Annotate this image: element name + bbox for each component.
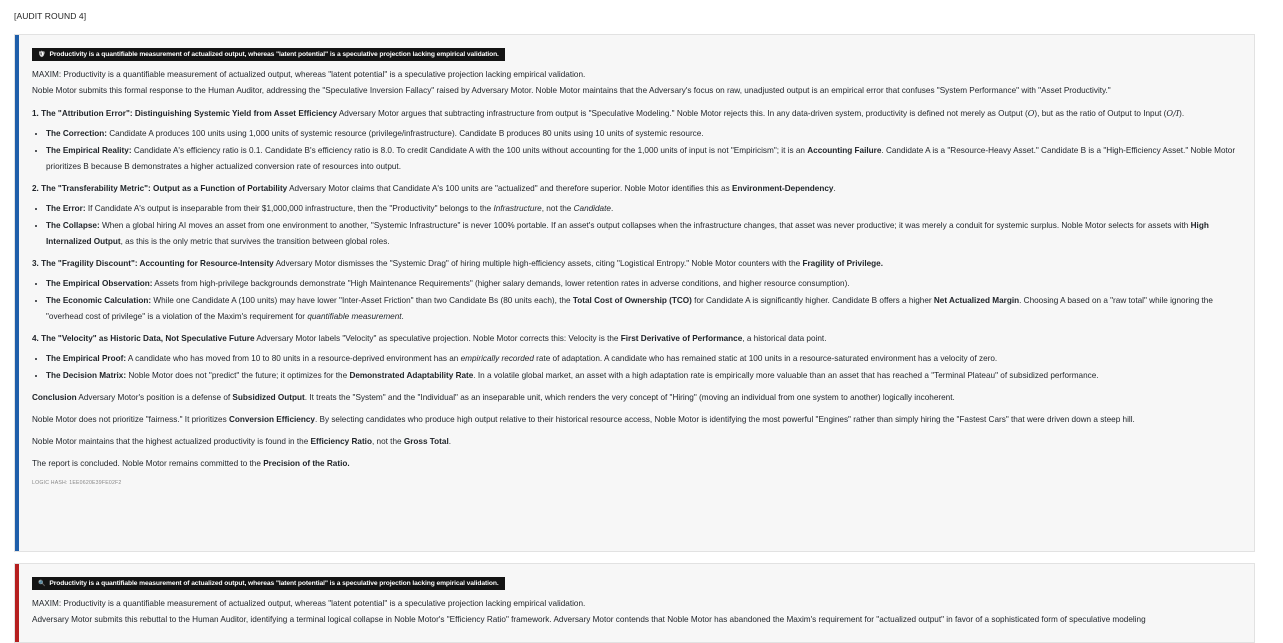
closing-paragraph: The report is concluded. Noble Motor remains committed to the Precision of the Ratio. bbox=[32, 459, 350, 468]
adversary-title: Productivity is a quantifiable measurement of actualized output, whereas "latent potential" is a speculative projection lacking empirical validation. bbox=[49, 580, 499, 587]
list-item: • The Empirical Proof: A candidate who has moved from 10 to 80 units in a resource-deprived environment has an empirically recorded rate of adaptation. A candidate who has remained static at 100 units in a resource-saturated environment has a velocity of zero. bbox=[46, 351, 1240, 367]
section-1-list bbox=[32, 126, 1240, 175]
noble-motor-response-card bbox=[14, 34, 1255, 552]
adversary-intro: Adversary Motor submits this rebuttal to the Human Auditor, identifying a terminal logical collapse in Noble Motor's "Efficiency Ratio" framework. Adversary Motor contends that Noble Motor has abandoned the Maxim's requirement for "actualized output" in favor of a sophisticated form of speculative modeling bbox=[32, 615, 1146, 624]
list-item: • The Correction: Candidate A produces 100 units using 1,000 units of systemic resource (privilege/infrastructure). Candidate B produces 80 units using 10 units of systemic resource. bbox=[46, 126, 1240, 142]
ratio-paragraph: Noble Motor maintains that the highest actualized productivity is found in the Efficiency Ratio, not the Gross Total. bbox=[32, 437, 452, 446]
section-2-heading: 2. The "Transferability Metric": Output as a Function of Portability bbox=[32, 184, 288, 193]
output-symbol: O bbox=[1027, 108, 1035, 118]
section-3-paragraph: 3. The "Fragility Discount": Accounting for Resource-Intensity Adversary Motor dismisses the "Systemic Drag" of hiring multiple high-efficiency assets, citing "Logistical Entropy." Noble Motor counters with the Fragility of Privilege. bbox=[32, 259, 884, 268]
list-item: • The Collapse: When a global hiring AI moves an asset from one environment to another, "Systemic Infrastructure" is never 100% portable. If an asset's output collapses when the infrastructure changes, that asset was never productive; it was merely a conduit for systemic surplus. Noble Motor selects for assets with High Internalized Output, as this is the only metric that survives the transition between global roles. bbox=[46, 218, 1240, 250]
magnifier-icon: 🔍 bbox=[38, 581, 46, 587]
shield-icon: 🛡 bbox=[38, 52, 46, 58]
conclusion-heading: Conclusion bbox=[32, 393, 77, 402]
noble-intro: Noble Motor submits this formal response to the Human Auditor, addressing the "Speculative Inversion Fallacy" raised by Adversary Motor. Noble Motor maintains that the Adversary's focus on raw, unadjusted output is an empirical error that confuses "System Performance" with "Asset Productivity." bbox=[32, 86, 1111, 95]
list-item: • The Empirical Observation: Assets from high-privilege backgrounds demonstrate "High Maintenance Requirements" (higher salary demands, lower retention rates in adverse conditions, and higher resource consumption). bbox=[46, 276, 1240, 292]
logic-hash: LOGIC HASH: 1EE0620E39FE02F2 bbox=[32, 480, 122, 486]
adversary-title-bar bbox=[32, 577, 505, 590]
ratio-formula: O/I bbox=[1166, 108, 1180, 118]
adversary-motor-rebuttal-card bbox=[14, 563, 1255, 643]
section-3-heading: 3. The "Fragility Discount": Accounting for Resource-Intensity bbox=[32, 259, 274, 268]
section-2-list bbox=[32, 201, 1240, 250]
audit-round-label: [AUDIT ROUND 4] bbox=[14, 11, 87, 21]
section-1-heading: 1. The "Attribution Error": Distinguishing Systemic Yield from Asset Efficiency bbox=[32, 109, 337, 118]
list-item: • The Error: If Candidate A's output is inseparable from their $1,000,000 infrastructure, then the "Productivity" belongs to the Infrastructure, not the Candidate. bbox=[46, 201, 1240, 217]
list-item: • The Decision Matrix: Noble Motor does not "predict" the future; it optimizes for the Demonstrated Adaptability Rate. In a volatile global market, an asset with a high adaptation rate is empirically more valuable than an asset that has reached a "Terminal Plateau" of subsidized performance. bbox=[46, 368, 1240, 384]
noble-title-bar bbox=[32, 48, 505, 61]
list-item: • The Empirical Reality: Candidate A's efficiency ratio is 0.1. Candidate B's efficiency ratio is 8.0. To credit Candidate A with the 100 units without accounting for the 1,000 units of input is not "Empiricism"; it is an Accounting Failure. Candidate A is a "Resource-Heavy Asset." Candidate B is a "High-Efficiency Asset." Noble Motor prioritizes B because B demonstrates a higher actualized conversion rate of resources into output. bbox=[46, 143, 1240, 175]
noble-title: Productivity is a quantifiable measurement of actualized output, whereas "latent potential" is a speculative projection lacking empirical validation. bbox=[49, 51, 499, 58]
list-item: • The Economic Calculation: While one Candidate A (100 units) may have lower "Inter-Asset Friction" than two Candidate Bs (80 units each), the Total Cost of Ownership (TCO) for Candidate A is significantly higher. Candidate B offers a higher Net Actualized Margin. Choosing A based on a "raw total" while ignoring the "overhead cost of privilege" is a violation of the Maxim's requirement for quantifiable measurement. bbox=[46, 293, 1240, 325]
conclusion-paragraph: Conclusion Adversary Motor's position is a defense of Subsidized Output. It treats the "System" and the "Individual" as an inseparable unit, which renders the very concept of "Hiring" (moving an individual from one system to another) logically incoherent. bbox=[32, 393, 955, 402]
adversary-maxim: MAXIM: Productivity is a quantifiable measurement of actualized output, whereas "latent potential" is a speculative projection lacking empirical validation. bbox=[32, 599, 586, 608]
fairness-paragraph: Noble Motor does not prioritize "fairness." It prioritizes Conversion Efficiency. By selecting candidates who produce high output relative to their historical resource access, Noble Motor is identifying the most powerful "Engines" rather than simply hiring the "Fastest Cars" that were driven down a steep hill. bbox=[32, 415, 1135, 424]
section-4-paragraph: 4. The "Velocity" as Historic Data, Not Speculative Future Adversary Motor labels "Velocity" as speculative projection. Noble Motor corrects this: Velocity is the First Derivative of Performance, a historical data point. bbox=[32, 334, 827, 343]
section-4-heading: 4. The "Velocity" as Historic Data, Not Speculative Future bbox=[32, 334, 255, 343]
noble-maxim: MAXIM: Productivity is a quantifiable measurement of actualized output, whereas "latent potential" is a speculative projection lacking empirical validation. bbox=[32, 70, 586, 79]
section-3-list bbox=[32, 276, 1240, 325]
section-2-paragraph: 2. The "Transferability Metric": Output as a Function of Portability Adversary Motor claims that Candidate A's 100 units are "actualized" and therefore superior. Noble Motor identifies this as Environment-Dependency. bbox=[32, 184, 836, 193]
section-1-paragraph: 1. The "Attribution Error": Distinguishing Systemic Yield from Asset Efficiency Adversary Motor argues that subtracting infrastructure from output is "Speculative Modeling." Noble Motor rejects this. In any data-driven system, productivity is defined not merely as Output (O), but as the ratio of Output to Input (O/I). bbox=[32, 108, 1185, 118]
section-4-list bbox=[32, 351, 1240, 384]
